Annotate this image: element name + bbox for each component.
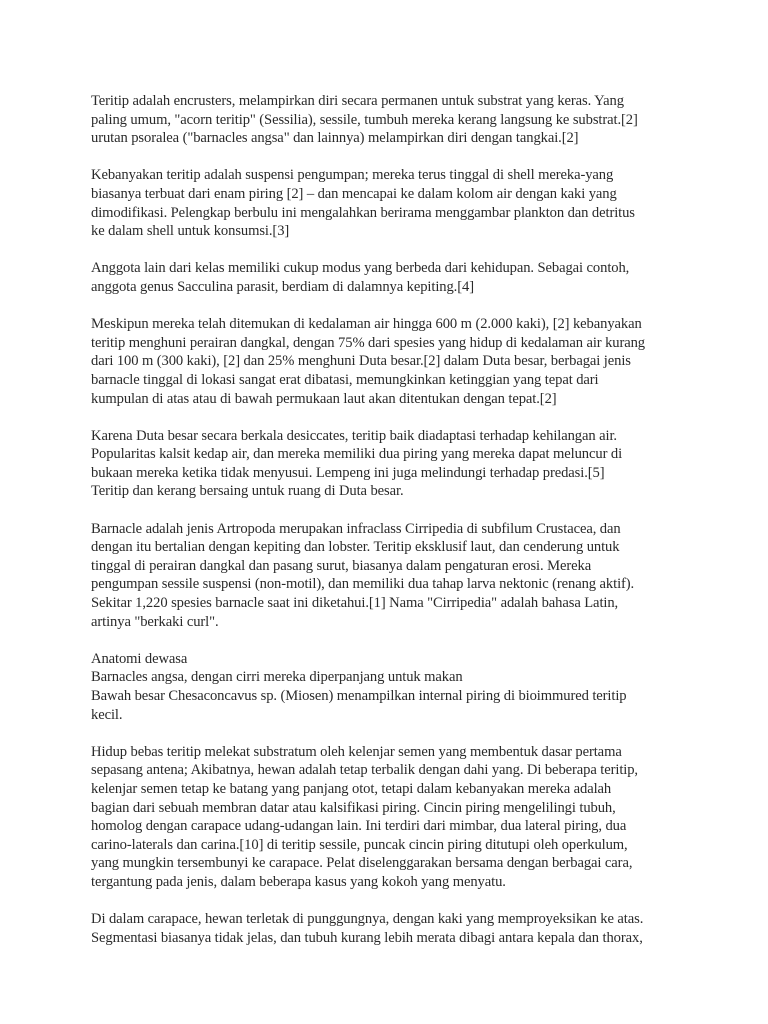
text-line: Teritip adalah encrusters, melampirkan diri secara permanen untuk substrat yang keras. Yang	[91, 93, 624, 109]
document-page	[91, 92, 679, 966]
text-line: Anggota lain dari kelas memiliki cukup modus yang berbeda dari kehidupan. Sebagai contoh,	[91, 260, 630, 277]
text-line: Hidup bebas teritip melekat substratum oleh kelenjar semen yang membentuk dasar pertama	[91, 743, 622, 760]
text-line: sepasang antena; Akibatnya, hewan adalah tetap terbalik dengan dahi yang. Di beberapa teritip,	[91, 762, 638, 779]
paragraph-6	[91, 520, 679, 632]
text-line: biasanya terbuat dari enam piring [2] – dan mencapai ke dalam kolom air dengan kaki yang	[91, 185, 617, 202]
text-line: paling umum, "acorn teritip" (Sessilia), sessile, tumbuh mereka kerang langsung ke substrat.[2]	[91, 111, 638, 128]
text-line: anggota genus Sacculina parasit, berdiam di dalamnya kepiting.[4]	[91, 278, 474, 295]
paragraph-2	[91, 166, 679, 240]
text-line: Popularitas kalsit kedap air, dan mereka memiliki dua piring yang mereka dapat meluncur di	[91, 446, 623, 463]
paragraph-7	[91, 650, 679, 724]
text-line: artinya "berkaki curl".	[91, 613, 219, 630]
text-line: teritip menghuni perairan dangkal, dengan 75% dari spesies yang hidup di kedalaman air kurang	[91, 334, 646, 351]
paragraph-3	[91, 259, 679, 296]
paragraph-8	[91, 743, 679, 892]
text-line: Di dalam carapace, hewan terletak di punggungnya, dengan kaki yang memproyeksikan ke atas.	[91, 911, 644, 928]
text-line: Karena Duta besar secara berkala desiccates, teritip baik diadaptasi terhadap kehilangan air.	[91, 427, 617, 444]
paragraph-4	[91, 315, 679, 408]
paragraph-5	[91, 427, 679, 501]
text-line: barnacle tinggal di lokasi sangat erat dibatasi, memungkinkan ketinggian yang tepat dari	[91, 371, 599, 388]
text-line: tergantung pada jenis, dalam beberapa kasus yang kokoh yang menyatu.	[91, 873, 506, 890]
text-line: Barnacles angsa, dengan cirri mereka diperpanjang untuk makan	[91, 669, 463, 686]
text-line: Barnacle adalah jenis Artropoda merupakan infraclass Cirripedia di subfilum Crustacea, dan	[91, 520, 621, 537]
text-line: carino-laterals dan carina.[10] di teritip sessile, puncak cincin piring ditutupi oleh operkulum,	[91, 836, 628, 853]
text-line: kumpulan di atas atau di bawah permukaan laut akan ditentukan dengan tepat.[2]	[91, 390, 557, 407]
text-line: kecil.	[91, 706, 123, 723]
text-line: dengan itu bertalian dengan kepiting dan lobster. Teritip eksklusif laut, dan cenderung untuk	[91, 539, 620, 556]
section-heading: Anatomi dewasa	[91, 650, 188, 667]
text-line: dari 100 m (300 kaki), [2] dan 25% menghuni Duta besar.[2] dalam Duta besar, berbagai jenis	[91, 353, 631, 370]
text-line: bagian dari sebuah membran datar atau kalsifikasi piring. Cincin piring mengelilingi tubuh,	[91, 799, 616, 816]
text-line: kelenjar semen tetap ke batang yang panjang otot, tetapi dalam kebanyakan mereka adalah	[91, 780, 612, 797]
paragraph-1	[91, 92, 679, 148]
text-line: tinggal di perairan dangkal dan pasang surut, biasanya dalam pengaturan erosi. Mereka	[91, 557, 592, 574]
text-line: ke dalam shell untuk konsumsi.[3]	[91, 223, 290, 240]
text-line: homolog dengan carapace udang-udangan lain. Ini terdiri dari mimbar, dua lateral piring, dua	[91, 818, 627, 835]
text-line: Teritip dan kerang bersaing untuk ruang di Duta besar.	[91, 483, 404, 500]
text-line: bukaan mereka ketika tidak menyusui. Lempeng ini juga melindungi terhadap predasi.[5]	[91, 464, 605, 481]
text-line: dimodifikasi. Pelengkap berbulu ini mengalahkan berirama menggambar plankton dan detritus	[91, 204, 635, 221]
text-line: Kebanyakan teritip adalah suspensi pengumpan; mereka terus tinggal di shell mereka-yang	[91, 167, 614, 184]
text-line: Meskipun mereka telah ditemukan di kedalaman air hingga 600 m (2.000 kaki), [2] kebanyakan	[91, 316, 642, 333]
text-line: urutan psoralea ("barnacles angsa" dan lainnya) melampirkan diri dengan tangkai.[2]	[91, 130, 579, 147]
paragraph-9	[91, 910, 679, 947]
text-line: Segmentasi biasanya tidak jelas, dan tubuh kurang lebih merata dibagi antara kepala dan thorax,	[91, 929, 643, 946]
text-line: pengumpan sessile suspensi (non-motil), dan memiliki dua tahap larva nektonic (renang aktif).	[91, 576, 635, 593]
text-line: yang mungkin tersembunyi ke carapace. Pelat diselenggarakan bersama dengan berbagai cara,	[91, 855, 633, 872]
text-line: Sekitar 1,220 spesies barnacle saat ini diketahui.[1] Nama "Cirripedia" adalah bahasa Latin,	[91, 595, 619, 612]
text-line: Bawah besar Chesaconcavus sp. (Miosen) menampilkan internal piring di bioimmured teritip	[91, 688, 627, 704]
